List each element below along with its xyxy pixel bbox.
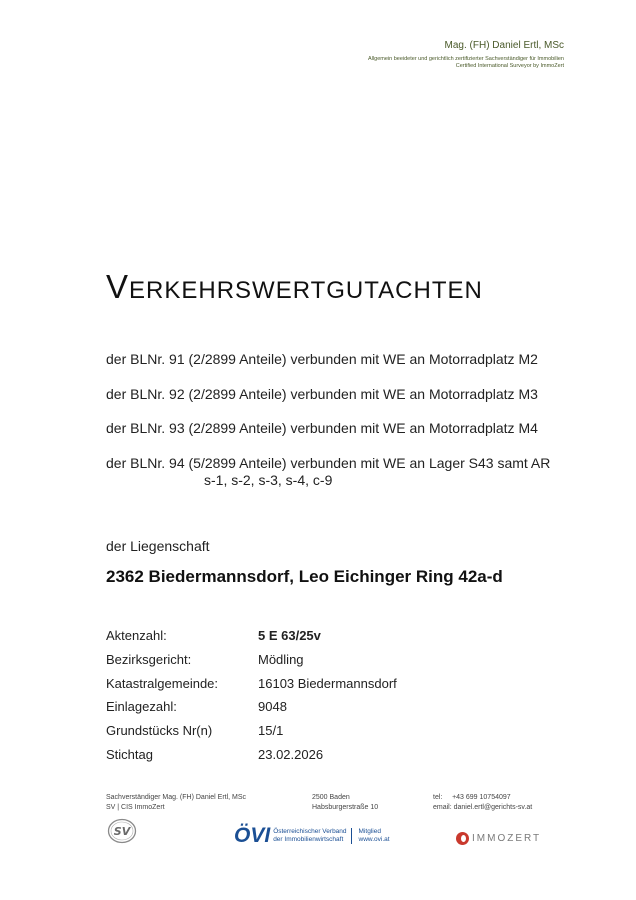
detail-label: Bezirksgericht:: [106, 652, 192, 667]
footer-name: Sachverständiger Mag. (FH) Daniel Ertl, MSc: [106, 794, 247, 801]
detail-value: 16103 Biedermannsdorf: [258, 676, 397, 691]
detail-value: 5 E 63/25v: [258, 628, 321, 643]
detail-value: 15/1: [258, 723, 284, 738]
ovi-logo: ÖVI Österreichischer Verband der ImmobilienwirtschaftMitglied www.ovi.at: [234, 824, 390, 847]
detail-value: 9048: [258, 699, 287, 714]
object-line-4: der BLNr. 94 (5/2899 Anteile) verbunden mit WE an Lager S43 samt AR: [106, 455, 551, 471]
sv-logo-icon: [107, 818, 137, 844]
detail-value: 23.02.2026: [258, 747, 324, 762]
detail-label: Grundstücks Nr(n): [106, 723, 213, 738]
footer-title: SV | CIS ImmoZert: [106, 804, 165, 811]
detail-label: Katastralgemeinde:: [106, 676, 219, 691]
detail-label: Stichtag: [106, 747, 153, 762]
footer-street: Habsburgerstraße 10: [312, 804, 379, 811]
footer-city: 2500 Baden: [312, 794, 350, 801]
property-address: 2362 Biedermannsdorf, Leo Eichinger Ring 42a-d: [106, 567, 503, 586]
object-line-4-continuation: s-1, s-2, s-3, s-4, c-9: [204, 472, 333, 488]
immozert-mark-icon: [456, 832, 469, 845]
footer-email: email: daniel.ertl@gerichts-sv.at: [433, 804, 533, 811]
svg-text:SV: SV: [113, 825, 131, 838]
expert-name: Mag. (FH) Daniel Ertl, MSc: [444, 40, 564, 51]
object-line-3: der BLNr. 93 (2/2899 Anteile) verbunden mit WE an Motorradplatz M4: [106, 420, 538, 436]
ovi-mark-icon: ÖVI: [234, 824, 271, 847]
expert-certification: Certified International Surveyor by ImmoZert: [455, 63, 564, 69]
object-line-2: der BLNr. 92 (2/2899 Anteile) verbunden mit WE an Motorradplatz M3: [106, 386, 538, 402]
immozert-logo: IMMOZERT: [456, 830, 541, 848]
footer-phone: tel: +43 699 10754097: [433, 794, 511, 801]
detail-label: Einlagezahl:: [106, 699, 177, 714]
document-title: VERKEHRSWERTGUTACHTEN: [106, 268, 483, 305]
object-line-1: der BLNr. 91 (2/2899 Anteile) verbunden mit WE an Motorradplatz M2: [106, 351, 538, 367]
expert-qualification: Allgemein beeideter und gerichtlich zertifizierter Sachverständiger für Immobilien: [368, 56, 564, 62]
property-intro: der Liegenschaft: [106, 538, 210, 554]
detail-label: Aktenzahl:: [106, 628, 167, 643]
detail-value: Mödling: [258, 652, 304, 667]
